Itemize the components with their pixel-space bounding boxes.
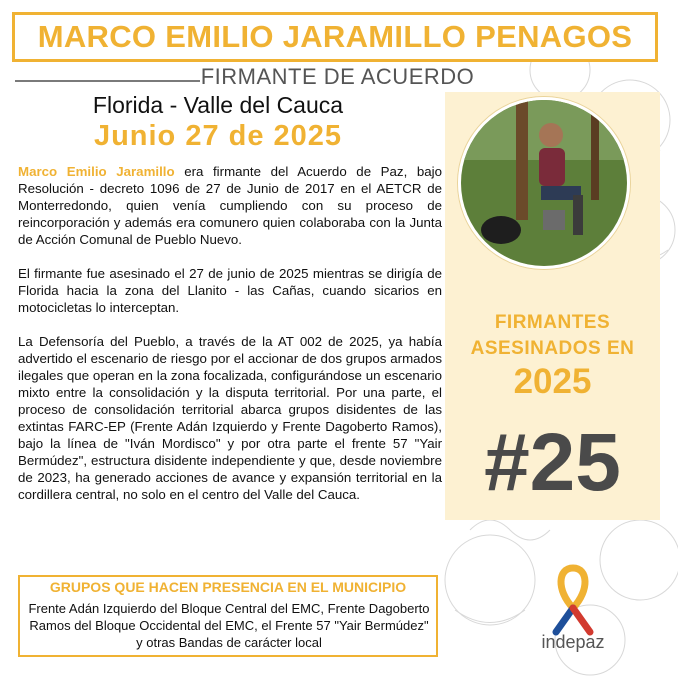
date: Junio 27 de 2025 (93, 120, 343, 152)
title-banner (12, 12, 658, 62)
stats-label-line1: FIRMANTES (494, 312, 611, 333)
paragraph-2: El firmante fue asesinado el 27 de junio de 2025 mientras se dirigía de Florida hacia la zona del Llanito - las Cañas, cuando sicarios en motocicletas lo interceptan. (18, 266, 442, 315)
paragraph-1 (18, 163, 442, 248)
person-photo (458, 97, 630, 269)
location: Florida - Valle del Cauca (92, 92, 344, 118)
stats-year: 2025 (513, 362, 592, 401)
paragraph-3: La Defensoría del Pueblo, a través de la AT 002 de 2025, ya había advertido el escenario de riesgo por el accionar de dos grupos armados ilegales que operan en la zona focalizada, configurándose un escenario mixto entre la consolidación y la disputa territorial. Por una parte, el proceso de consolidación territorial abarca grupos disidentes de las extintas FARC-EP (Frente Adán Izquierdo y Frente Dagoberto Ramos), bajo la línea de "Iván Mordisco" y por otra parte el frente 57 "Yair Bermúdez", estructura disidente independiente y que, desde noviembre de 2023, ha generado acciones de avance y expansión territorial en la cordillera central, no solo en el centro del Valle del Cauca. (18, 334, 442, 502)
stats-count: #25 (484, 417, 621, 508)
groups-title: GRUPOS QUE HACEN PRESENCIA EN EL MUNICIPIO (49, 579, 407, 595)
stats-label-line2: ASESINADOS EN (470, 338, 635, 359)
groups-box (18, 575, 438, 657)
body-text (18, 163, 442, 520)
subtitle: FIRMANTE DE ACUERDO (200, 64, 475, 89)
highlighted-name: Marco Emilio Jaramillo (18, 164, 175, 179)
person-name-title: MARCO EMILIO JARAMILLO PENAGOS (37, 19, 633, 54)
logo-text: indepaz (541, 632, 605, 652)
groups-text: Frente Adán Izquierdo del Bloque Central del EMC, Frente Dagoberto Ramos del Bloque Occidental del EMC, el Frente 57 "Yair Bermúdez" y otras Bandas de carácter local (28, 601, 430, 650)
paragraph-1-text: era firmante del Acuerdo de Paz, bajo Resolución - decreto 1096 de 27 de Junio de 2017 en el AETCR de Monterredondo, quien venía cumpliendo con su proceso de reincorporación y además era comunero quien colaboraba con la Junta de Acción Comunal de Pueblo Nuevo. (18, 164, 442, 247)
subtitle-divider (15, 80, 200, 82)
